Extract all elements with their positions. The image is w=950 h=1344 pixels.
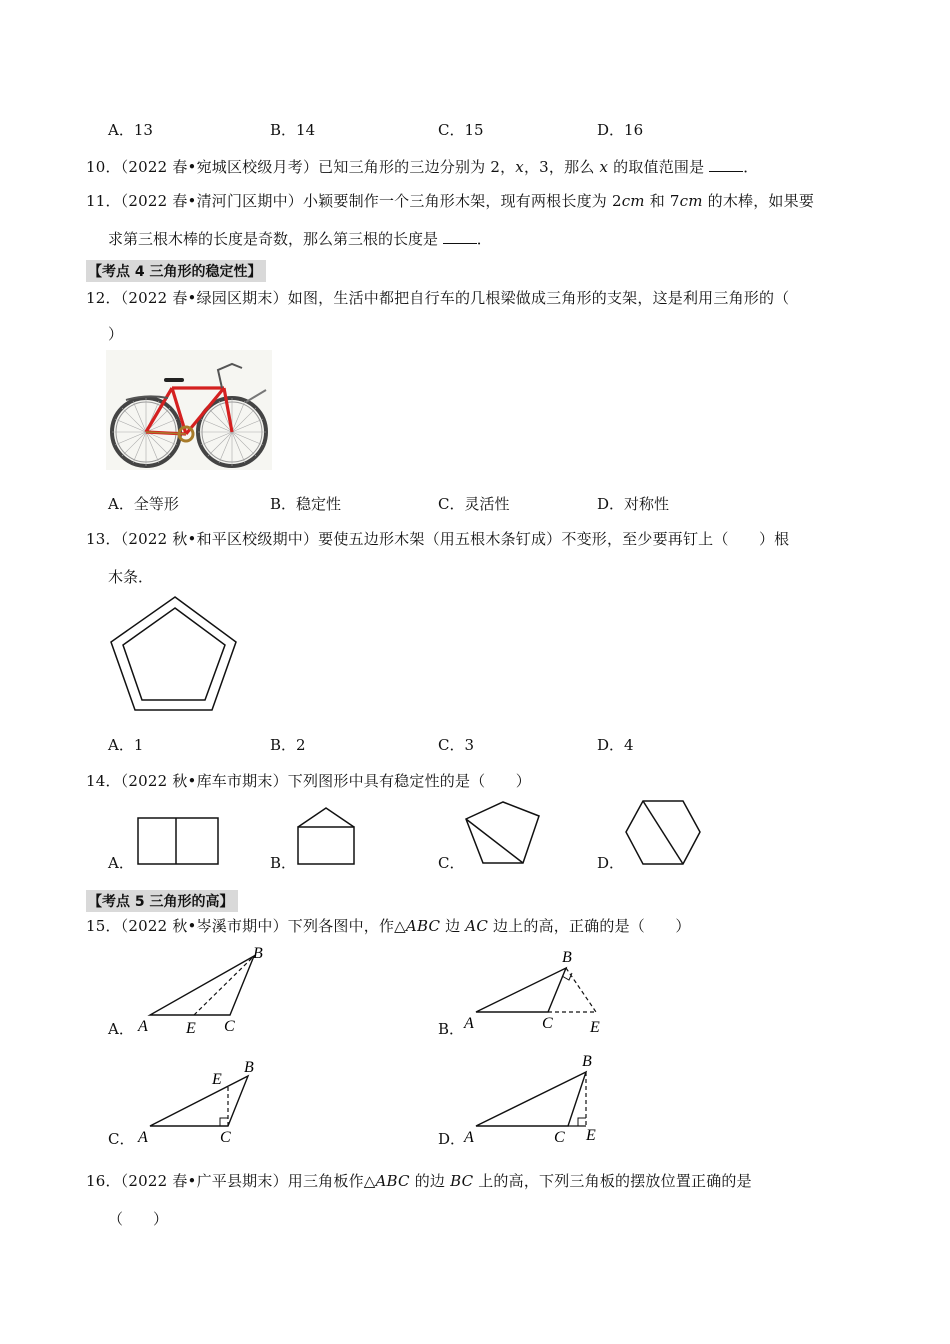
question-16-line1	[86, 1170, 752, 1191]
question-14: 14．（2022 秋•库车市期末）下列图形中具有稳定性的是（ ）	[86, 772, 531, 790]
question-11-line1	[86, 190, 814, 211]
question-13-line2: 木条．	[108, 568, 154, 586]
q15-option-d: D．	[438, 1130, 466, 1148]
label-e: E	[212, 1071, 222, 1088]
q15-option-b: B．	[438, 1020, 465, 1038]
q15-text: 边	[440, 917, 466, 935]
label-c: C	[554, 1129, 565, 1146]
q12-option-c: C．灵活性	[438, 495, 510, 513]
q10-var: x	[599, 158, 609, 176]
question-11-line2	[108, 228, 492, 249]
q14-option-c: C．	[438, 854, 465, 872]
q14-option-a: A．	[108, 854, 134, 872]
q12-option-d: D．对称性	[597, 495, 670, 513]
q11-text: 的木棒，如果要	[702, 192, 815, 210]
q10-end: ．	[743, 158, 759, 176]
label-b: B	[582, 1053, 592, 1070]
bicycle-image	[106, 350, 272, 470]
label-c: C	[224, 1018, 235, 1035]
label-e: E	[186, 1020, 196, 1036]
q14-figure-a	[136, 816, 222, 868]
q15-figure-c	[136, 1056, 266, 1146]
q14-figure-c	[463, 799, 543, 867]
question-15	[86, 915, 691, 936]
label-a: A	[464, 1015, 474, 1032]
q15-option-c: C．	[108, 1130, 135, 1148]
label-b: B	[253, 945, 263, 962]
q11-unit: cm	[679, 192, 703, 210]
q11-unit: cm	[621, 192, 645, 210]
q12-option-a: A．全等形	[108, 495, 179, 513]
q9-option-c: C．15	[438, 121, 484, 139]
q9-option-a: A．13	[108, 121, 153, 139]
q16-triangle: ABC	[375, 1172, 410, 1190]
q16-text: 16．（2022 春•广平县期末）用三角板作△	[86, 1172, 376, 1190]
q11-text: 求第三根木棒的长度是奇数，那么第三根的长度是	[108, 230, 443, 248]
answer-blank	[443, 230, 477, 244]
q15-text: 边上的高，正确的是（ ）	[488, 917, 691, 935]
q15-side: AC	[465, 917, 488, 935]
q10-text: 10．（2022 春•宛城区校级月考）已知三角形的三边分别为 2，	[86, 158, 516, 176]
answer-blank	[709, 158, 743, 172]
q13-option-c: C．3	[438, 736, 475, 754]
label-b: B	[562, 949, 572, 966]
q16-text: 上的高，下列三角板的摆放位置正确的是	[473, 1172, 752, 1190]
question-13-line1: 13．（2022 秋•和平区校级期中）要使五边形木架（用五根木条钉成）不变形，至少要再钉上（ ）根	[86, 530, 790, 548]
q14-figure-d	[623, 798, 703, 868]
q13-option-b: B．2	[270, 736, 306, 754]
label-a: A	[464, 1129, 474, 1146]
q11-text: 和 7	[644, 192, 680, 210]
q15-triangle: ABC	[405, 917, 441, 935]
question-10	[86, 156, 759, 177]
q15-figure-a	[136, 942, 276, 1036]
label-e: E	[590, 1019, 600, 1036]
label-a: A	[138, 1018, 148, 1035]
q15-figure-d	[462, 1050, 612, 1146]
q14-option-b: B．	[270, 854, 297, 872]
question-16-line2: （ ）	[108, 1210, 169, 1228]
label-e: E	[586, 1127, 596, 1144]
q9-option-b: B．14	[270, 121, 316, 139]
question-12-line1: 12．（2022 春•绿园区期末）如图，生活中都把自行车的几根梁做成三角形的支架，这是利用三角形的（	[86, 289, 790, 307]
label-c: C	[220, 1129, 231, 1146]
section-heading-4: 【考点 4 三角形的稳定性】	[86, 260, 266, 282]
section-heading-5: 【考点 5 三角形的高】	[86, 890, 238, 912]
q9-option-d: D．16	[597, 121, 644, 139]
q10-var: x	[515, 158, 524, 176]
q14-option-d: D．	[597, 854, 625, 872]
q15-figure-b	[462, 946, 612, 1036]
label-c: C	[542, 1015, 553, 1032]
pentagon-frame-figure	[108, 594, 238, 716]
q11-text: 11．（2022 春•清河门区期中）小颖要制作一个三角形木架，现有两根长度为 2	[86, 192, 622, 210]
q16-side: BC	[450, 1172, 474, 1190]
q15-option-a: A．	[108, 1020, 134, 1038]
q13-option-d: D．4	[597, 736, 634, 754]
label-a: A	[138, 1129, 148, 1146]
label-b: B	[244, 1059, 254, 1076]
q13-option-a: A．1	[108, 736, 144, 754]
q16-text: 的边	[409, 1172, 451, 1190]
q10-text: ，3，那么	[523, 158, 600, 176]
question-12-line2: ）	[108, 325, 124, 343]
q10-text: 的取值范围是	[608, 158, 710, 176]
q12-option-b: B．稳定性	[270, 495, 342, 513]
q14-figure-b	[296, 805, 358, 867]
q15-text: 15．（2022 秋•岑溪市期中）下列各图中，作△	[86, 917, 406, 935]
q11-end: ．	[476, 230, 492, 248]
